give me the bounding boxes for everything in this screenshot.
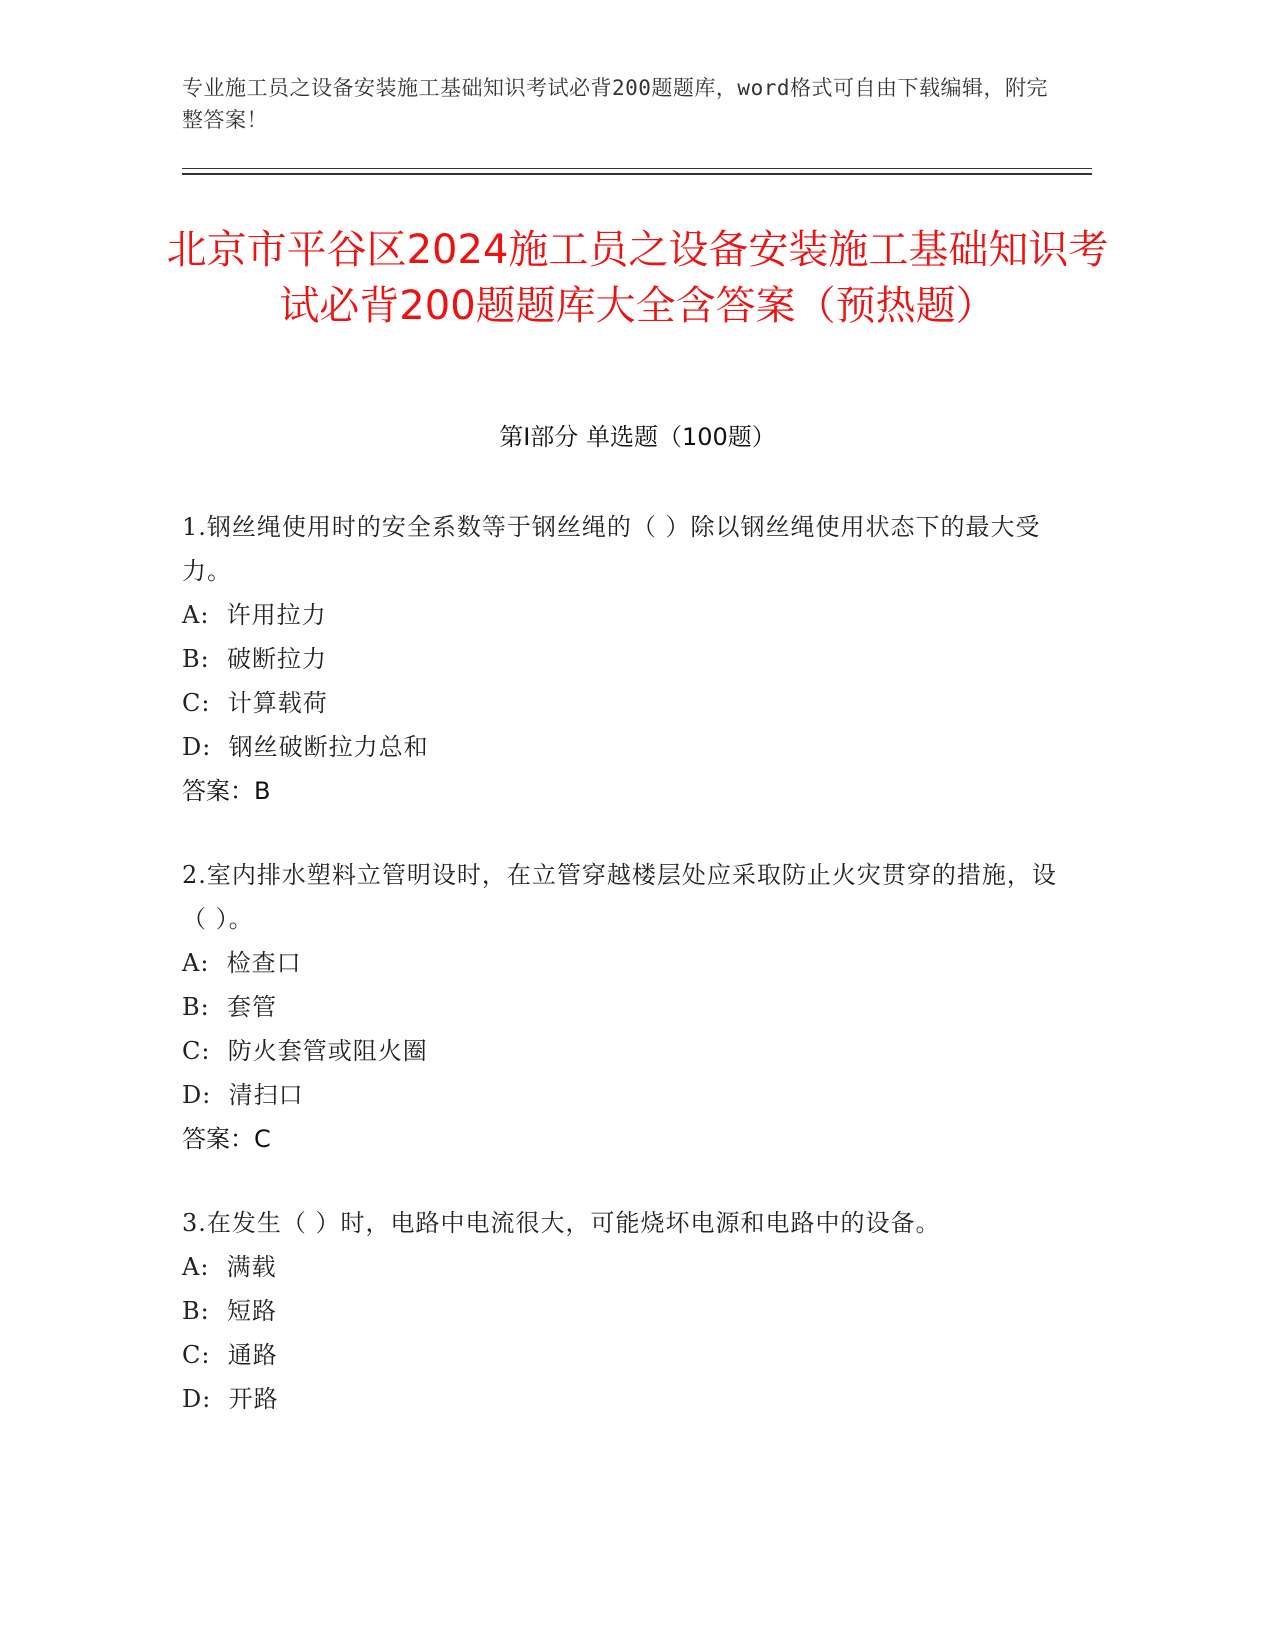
question-2 [182, 853, 1062, 1161]
option-a: A: 满载 [182, 1253, 277, 1281]
option-c: C: 通路 [182, 1341, 278, 1369]
answer: 答案：C [182, 1125, 271, 1153]
header-divider-thick [182, 173, 1092, 175]
option-c: C: 计算载荷 [182, 689, 328, 717]
section-title: 第I部分 单选题（100题） [499, 423, 776, 451]
question-stem: 1.钢丝绳使用时的安全系数等于钢丝绳的（ ）除以钢丝绳使用状态下的最大受力。 [182, 513, 1041, 585]
question-list [182, 505, 1062, 1449]
header-note: 专业施工员之设备安装施工基础知识考试必背200题题库，word格式可自由下载编辑，附完整答案！ [182, 76, 1048, 132]
option-b: B: 短路 [182, 1297, 277, 1325]
option-d: D: 清扫口 [182, 1081, 304, 1109]
option-a: A: 许用拉力 [182, 601, 327, 629]
answer: 答案：B [182, 777, 271, 805]
question-stem: 3.在发生（ ）时，电路中电流很大，可能烧坏电源和电路中的设备。 [182, 1209, 941, 1237]
option-b: B: 破断拉力 [182, 645, 327, 673]
question-stem: 2.室内排水塑料立管明设时，在立管穿越楼层处应采取防止火灾贯穿的措施，设（ ）。 [182, 861, 1057, 933]
option-b: B: 套管 [182, 993, 277, 1021]
option-a: A: 检查口 [182, 949, 302, 977]
option-c: C: 防火套管或阻火圈 [182, 1037, 428, 1065]
option-d: D: 钢丝破断拉力总和 [182, 733, 429, 761]
document-title: 北京市平谷区2024施工员之设备安装施工基础知识考试必背200题题库大全含答案（预热题） [166, 227, 1109, 329]
option-d: D: 开路 [182, 1385, 279, 1413]
header-divider-thin [182, 168, 1092, 169]
question-1 [182, 505, 1062, 813]
question-3 [182, 1201, 1062, 1421]
